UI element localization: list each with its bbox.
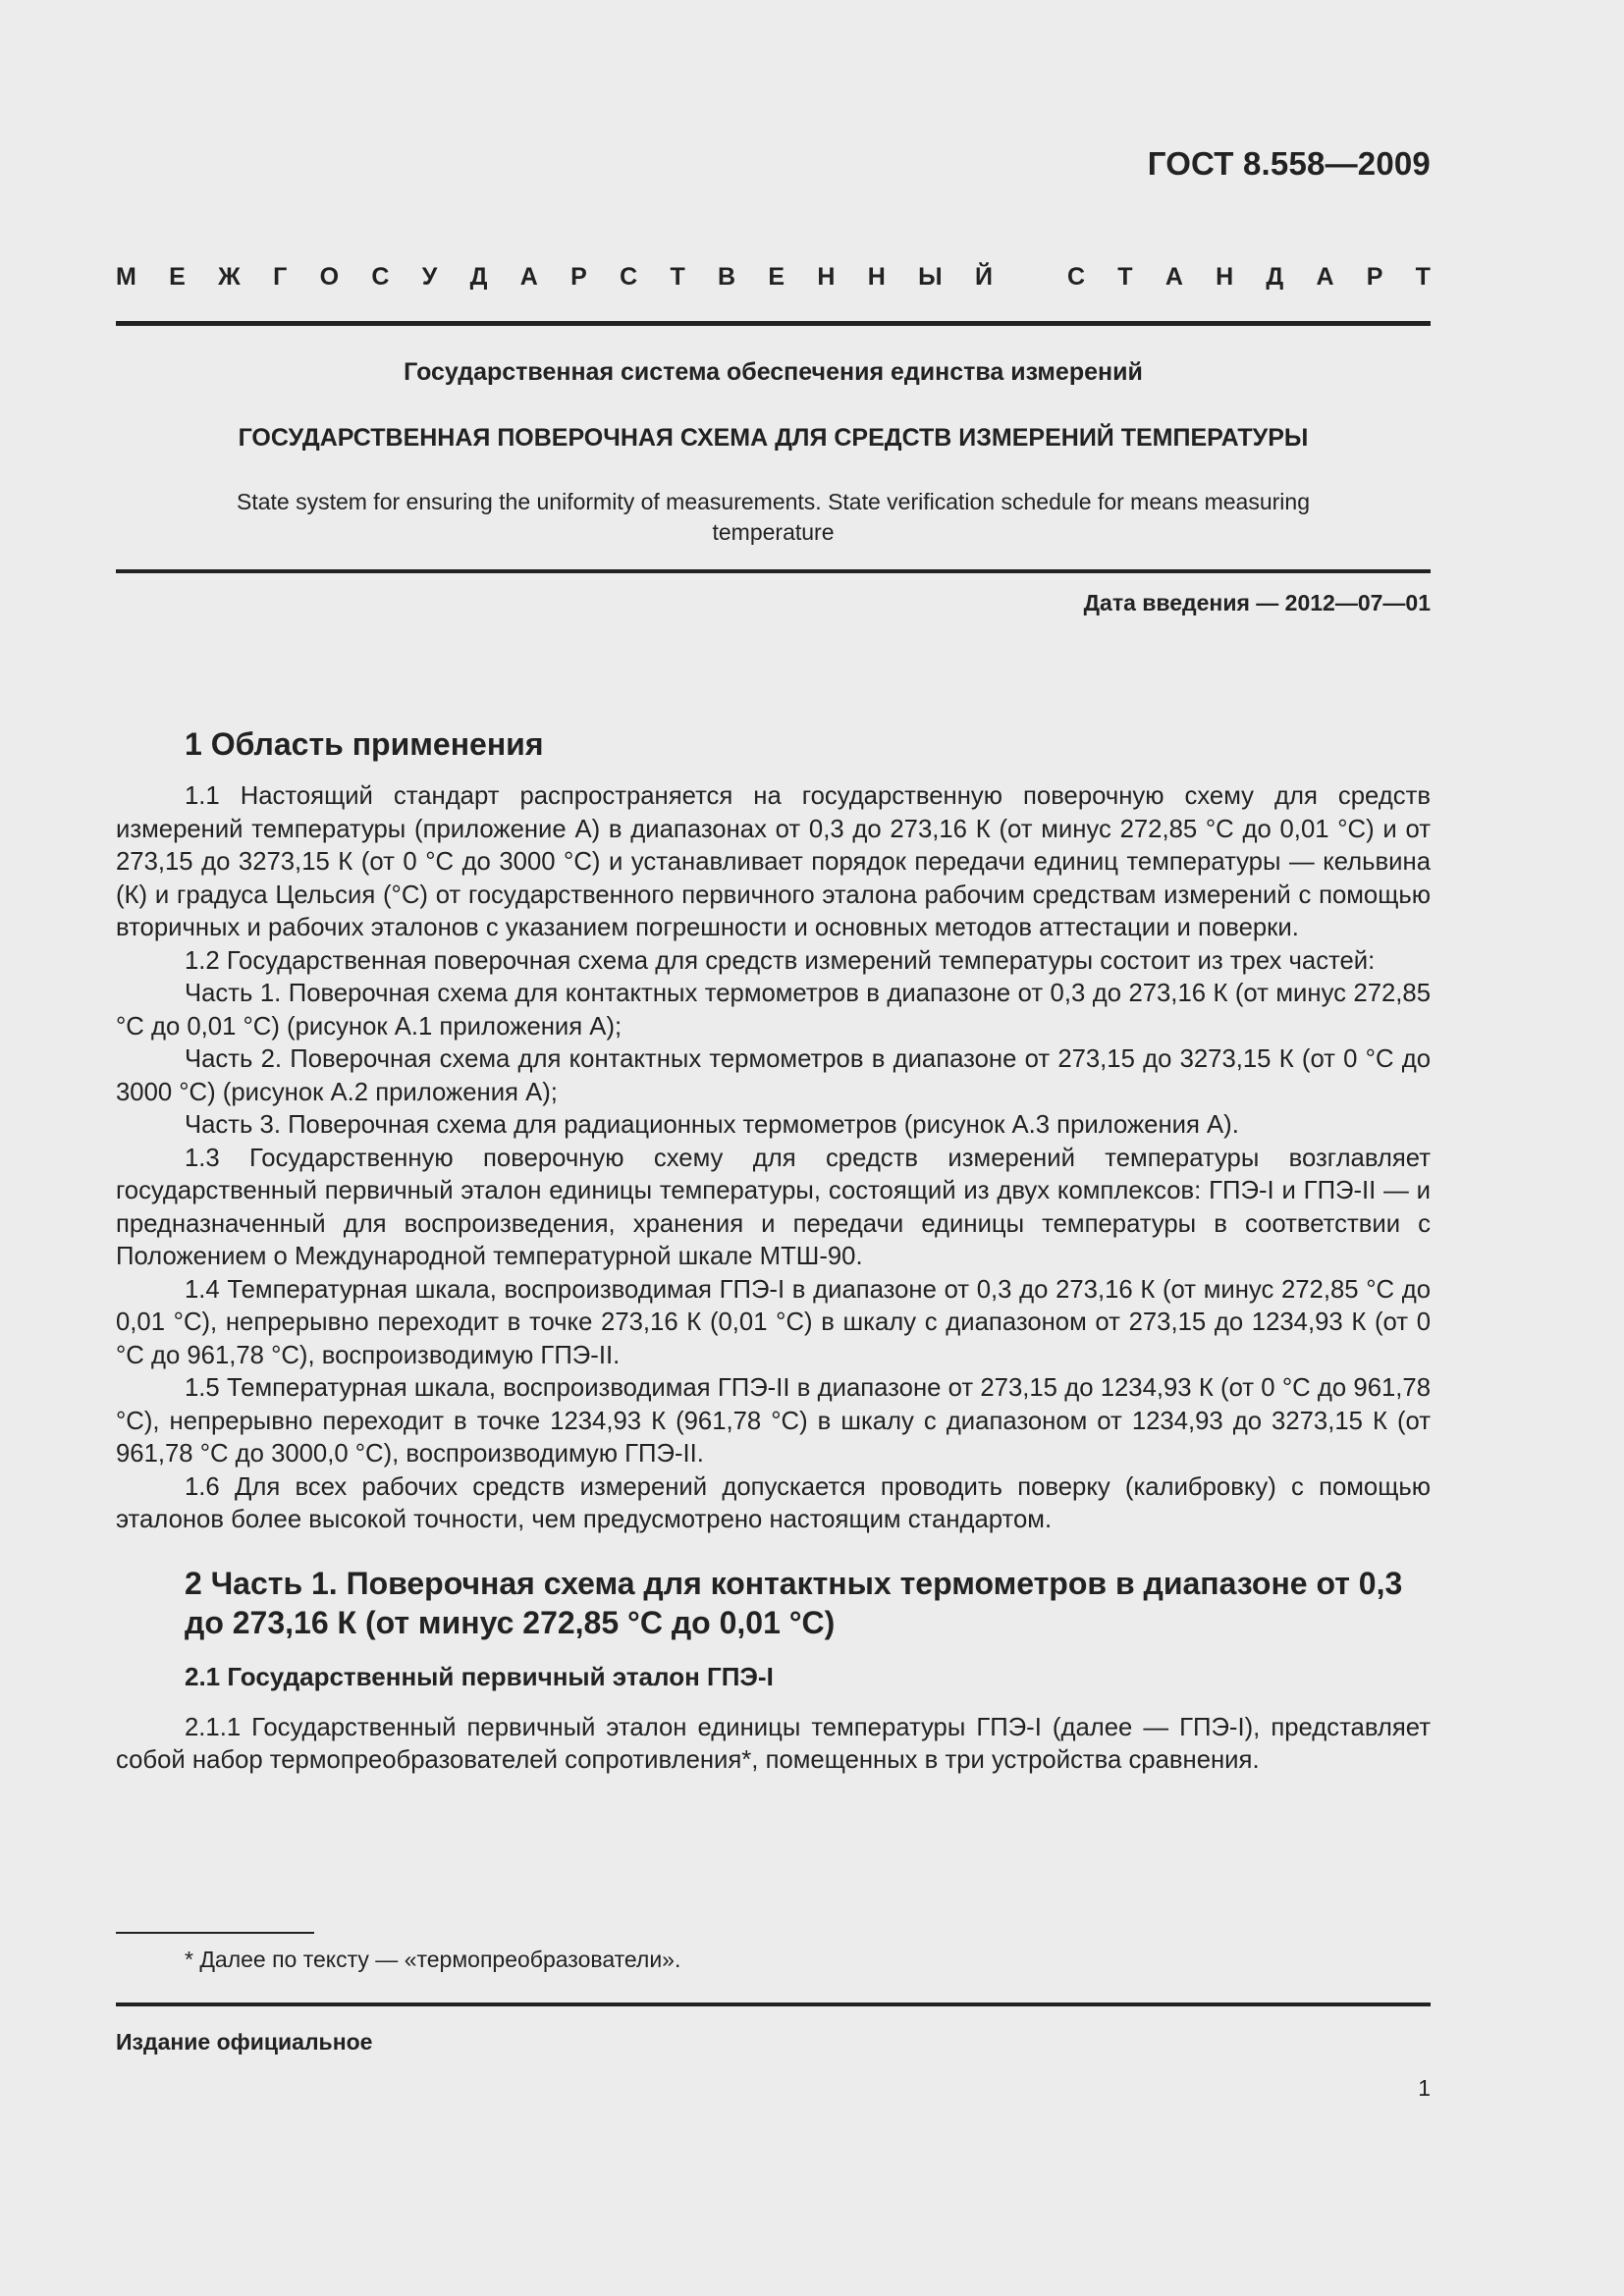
paragraph-1-6: 1.6 Для всех рабочих средств измерений допускается проводить поверку (калибровку) с помощью эталонов более высокой точности, чем предусмотрено настоящим стандартом.: [116, 1472, 1431, 1533]
standard-type-word-standard: [1067, 263, 1431, 292]
document-body: [116, 724, 1431, 1778]
heading-letter: Т: [1415, 263, 1431, 291]
standard-type-word-interstate: [116, 263, 993, 292]
section-2-1-title: 2.1 Государственный первичный эталон ГПЭ-I: [185, 1661, 774, 1691]
paragraph-1-1: 1.1 Настоящий стандарт распространяется на государственную поверочную схему для средств измерений температуры (приложение А) в диапазонах от 0,3 до 273,16 К (от минус 272,85 °С до 0,01 °С) и от 273,15 до 3273,15 К (от 0 °С до 3000 °С) и устанавливает порядок передачи единиц температуры — кельвина (К) и градуса Цельсия (°С) от государственного первичного эталона рабочим средствам измерений с помощью вторичных и рабочих эталонов с указанием погрешности и основных методов аттестации и поверки.: [116, 782, 1431, 941]
heading-letter: Й: [974, 263, 993, 291]
heading-letter: Д: [1266, 263, 1284, 291]
document-number: ГОСТ 8.558—2009: [1147, 145, 1431, 182]
heading-letter: С: [371, 263, 390, 291]
section-1-title: 1 Область применения: [185, 726, 544, 762]
heading-letter: Т: [1117, 263, 1133, 291]
heading-letter: Ж: [218, 263, 241, 291]
system-title: Государственная система обеспечения единства измерений: [404, 358, 1143, 386]
standard-type-heading: [116, 263, 1431, 292]
title-rule: [116, 569, 1431, 573]
paragraph-1-4: 1.4 Температурная шкала, воспроизводимая ГПЭ-I в диапазоне от 0,3 до 273,16 К (от минус 272,85 °С до 0,01 °С), непрерывно переходит в точке 273,16 К (0,01 °С) в шкалу с диапазоном от 273,15 до 1234,93 К (от 0 °С до 961,78 °С), воспроизводимую ГПЭ-II.: [116, 1275, 1431, 1369]
heading-letter: Г: [273, 263, 288, 291]
heading-letter: А: [1316, 263, 1334, 291]
footer-rule: [116, 2002, 1431, 2006]
official-edition-label: Издание официальное: [116, 2029, 373, 2055]
footnote: * Далее по тексту — «термопреобразователи».: [185, 1947, 681, 1972]
heading-letter: Ы: [918, 263, 943, 291]
page-number: 1: [1418, 2075, 1431, 2101]
english-title: State system for ensuring the uniformity of measurements. State verification schedule for means measuring temperature: [236, 489, 1310, 545]
paragraph-1-3: 1.3 Государственную поверочную схему для средств измерений температуры возглавляет государственный первичный эталон единицы температуры, состоящий из двух комплексов: ГПЭ-I и ГПЭ-II — и предназначенный для воспроизведения, хранения и передачи единицы температуры в соответствии с Положением о Международной температурной шкале МТШ-90.: [116, 1144, 1431, 1270]
paragraph-part-3: Часть 3. Поверочная схема для радиационных термометров (рисунок А.3 приложения А).: [185, 1111, 1239, 1139]
introduction-date: Дата введения — 2012—07—01: [1083, 590, 1431, 615]
main-title: ГОСУДАРСТВЕННАЯ ПОВЕРОЧНАЯ СХЕМА ДЛЯ СРЕДСТВ ИЗМЕРЕНИЙ ТЕМПЕРАТУРЫ: [238, 424, 1309, 452]
paragraph-part-2: Часть 2. Поверочная схема для контактных термометров в диапазоне от 273,15 до 3273,15 К (от 0 °С до 3000 °С) (рисунок А.2 приложения А);: [116, 1045, 1431, 1106]
heading-letter: А: [519, 263, 538, 291]
heading-letter: С: [1067, 263, 1086, 291]
section-2-title: 2 Часть 1. Поверочная схема для контактных термометров в диапазоне от 0,3 до 273,16 К (от минус 272,85 °С до 0,01 °С): [185, 1565, 1403, 1640]
heading-letter: Е: [169, 263, 186, 291]
heading-letter: А: [1164, 263, 1183, 291]
heading-letter: С: [620, 263, 638, 291]
heading-letter: У: [421, 263, 438, 291]
heading-letter: Т: [670, 263, 685, 291]
heading-letter: Р: [570, 263, 587, 291]
footnote-separator: [116, 1932, 314, 1934]
paragraph-part-1: Часть 1. Поверочная схема для контактных термометров в диапазоне от 0,3 до 273,16 К (от минус 272,85 °С до 0,01 °С) (рисунок А.1 приложения А);: [116, 980, 1431, 1041]
heading-letter: М: [116, 263, 136, 291]
heading-letter: В: [718, 263, 736, 291]
heading-letter: О: [319, 263, 340, 291]
paragraph-2-1-1: 2.1.1 Государственный первичный эталон единицы температуры ГПЭ-I (далее — ГПЭ-I), представляет собой набор термопреобразователей сопротивления*, помещенных в три устройства сравнения.: [116, 1713, 1431, 1774]
heading-letter: Д: [469, 263, 488, 291]
paragraph-1-2: 1.2 Государственная поверочная схема для средств измерений температуры состоит из трех частей:: [185, 946, 1376, 975]
paragraph-1-5: 1.5 Температурная шкала, воспроизводимая ГПЭ-II в диапазоне от 273,15 до 1234,93 К (от 0 °С до 961,78 °С), непрерывно переходит в точке 1234,93 К (961,78 °С) в шкалу с диапазоном от 1234,93 до 3273,15 К (от 961,78 °С до 3000,0 °С), воспроизводимую ГПЭ-II.: [116, 1374, 1431, 1468]
heading-letter: Р: [1366, 263, 1383, 291]
header-rule: [116, 321, 1431, 326]
heading-letter: Е: [768, 263, 785, 291]
heading-letter: Н: [1216, 263, 1234, 291]
heading-letter: Н: [817, 263, 836, 291]
heading-letter: Н: [867, 263, 886, 291]
